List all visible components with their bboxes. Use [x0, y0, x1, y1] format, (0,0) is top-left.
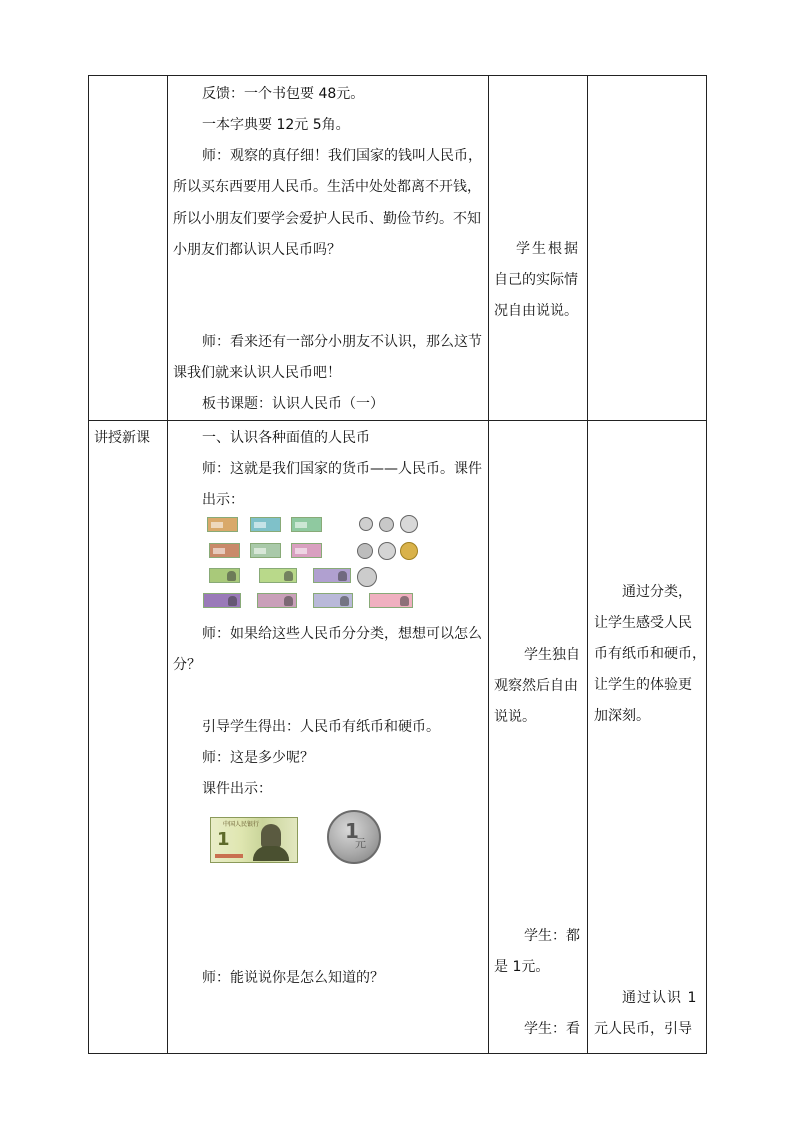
row1-student-line: 况自由说说。 [494, 303, 578, 319]
banknote [250, 543, 281, 558]
one-yuan-banknote [210, 817, 298, 863]
banknote-serial-strip [215, 854, 243, 858]
purpose-line: 让学生感受人民 [594, 615, 692, 631]
row2-student-line: 学生：都 [524, 928, 580, 944]
row2-content-line: 引导学生得出：人民币有纸币和硬币。 [202, 719, 440, 735]
coin-unit: 元 [355, 837, 366, 850]
row2-student-line: 学生：看 [524, 1021, 580, 1037]
table-right-border [706, 75, 707, 1054]
coin [378, 542, 396, 560]
row2-content-line: 师：如果给这些人民币分分类，想想可以怎么 [202, 626, 482, 642]
row1-student-line: 自己的实际情 [494, 272, 578, 288]
banknote [207, 517, 238, 532]
banknote [209, 543, 240, 558]
banknote [313, 568, 351, 583]
banknote-header: 中国人民银行 [223, 821, 260, 828]
table-bottom-border [88, 1053, 707, 1054]
banknote-portrait-shoulders [253, 846, 289, 861]
purpose-line: 加深刻。 [594, 708, 650, 724]
purpose-line: 让学生的体验更 [594, 677, 692, 693]
coin-denomination: 1 [345, 819, 359, 843]
column-divider-2 [488, 75, 489, 1054]
row1-content-line: 一本字典要 12元 5角。 [202, 117, 350, 133]
row1-content-line: 师：观察的真仔细！我们国家的钱叫人民币， [202, 148, 482, 164]
coin [357, 543, 373, 559]
row1-content-line: 课我们就来认识人民币吧！ [173, 365, 341, 381]
table-top-border [88, 75, 707, 76]
row2-content-line: 师：这就是我们国家的货币——人民币。课件 [202, 461, 482, 477]
board-title-line: 板书课题：认识人民币（一） [202, 396, 384, 412]
coin [379, 517, 394, 532]
section-label: 讲授新课 [94, 430, 150, 446]
row1-student-line: 学生根据 [516, 241, 580, 257]
purpose-line: 元人民币，引导 [594, 1021, 692, 1037]
coin [400, 542, 418, 560]
coin [357, 567, 377, 587]
coin [359, 517, 373, 531]
banknote [313, 593, 353, 608]
column-divider-3 [587, 75, 588, 1054]
banknote [291, 517, 322, 532]
row2-student-line: 观察然后自由 [494, 678, 578, 694]
row1-content-line: 师：看来还有一部分小朋友不认识，那么这节 [202, 334, 482, 350]
row2-student-line: 学生独自 [524, 647, 580, 663]
banknote [291, 543, 322, 558]
row2-content-line: 出示： [202, 492, 244, 508]
currency-collection-image [205, 514, 420, 617]
row2-content-line: 师：能说说你是怎么知道的？ [202, 970, 384, 986]
banknote [203, 593, 241, 608]
row2-content-line: 分？ [173, 657, 201, 673]
banknote [259, 568, 297, 583]
purpose-line: 通过认识 1 [622, 990, 698, 1006]
section-heading: 一、认识各种面值的人民币 [202, 430, 370, 446]
row2-student-line: 是 1元。 [494, 959, 550, 975]
column-divider-1 [167, 75, 168, 1054]
banknote-portrait [261, 824, 281, 848]
banknote [257, 593, 297, 608]
banknote [209, 568, 240, 583]
table-left-border [88, 75, 89, 1054]
coin [400, 515, 418, 533]
row2-content-line: 课件出示： [202, 781, 272, 797]
row1-content-line: 小朋友们都认识人民币吗？ [173, 242, 341, 258]
banknote-denomination: 1 [217, 829, 230, 850]
row2-content-line: 师：这是多少呢？ [202, 750, 314, 766]
row1-content-line: 所以小朋友们要学会爱护人民币、勤俭节约。不知 [173, 211, 481, 227]
row2-student-line: 说说。 [494, 709, 536, 725]
purpose-line: 通过分类， [622, 584, 692, 600]
purpose-line: 币有纸币和硬币， [594, 646, 706, 662]
banknote [250, 517, 281, 532]
row-divider [88, 420, 707, 421]
one-yuan-coin [327, 810, 381, 864]
banknote [369, 593, 413, 608]
row1-content-line: 所以买东西要用人民币。生活中处处都离不开钱， [173, 179, 481, 195]
row1-content-line: 反馈：一个书包要 48元。 [202, 86, 365, 102]
